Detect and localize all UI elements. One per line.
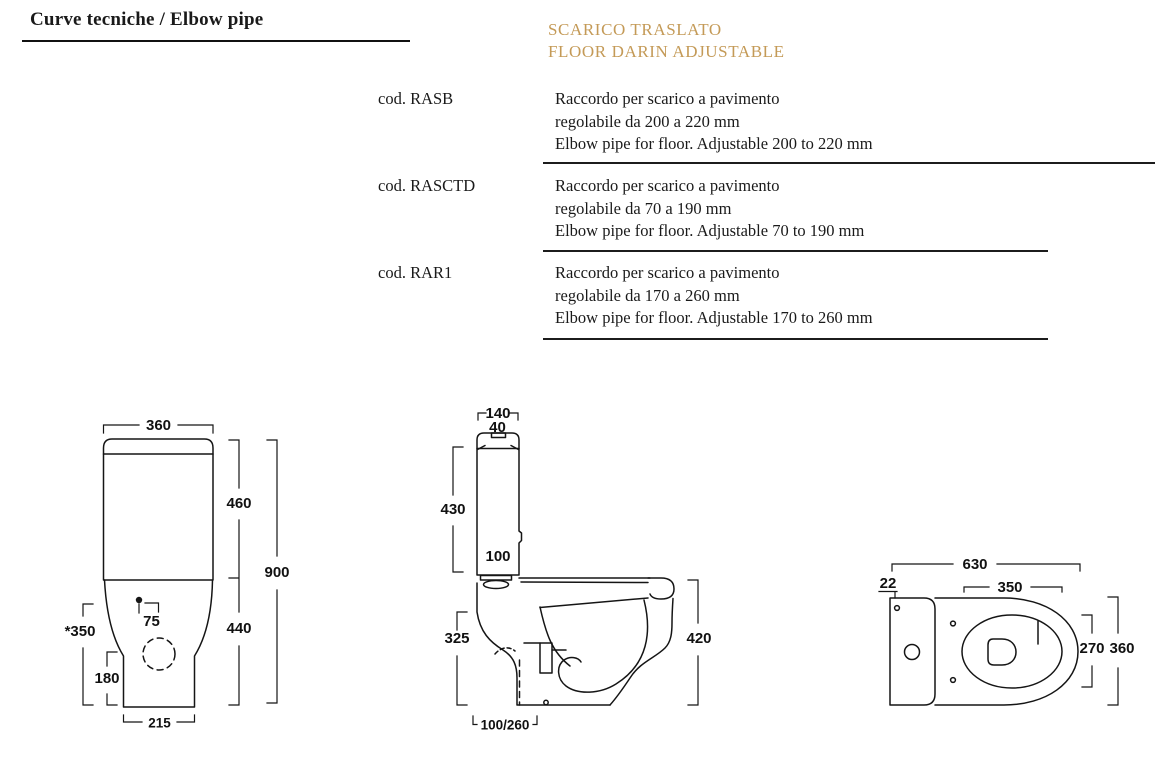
product-description: [555, 175, 864, 243]
dim-label-outlet-height: 180: [94, 670, 120, 687]
dim-label-tank-height: 460: [226, 495, 252, 512]
inlet-hole: [895, 606, 900, 611]
product-desc-line-it2: regolabile da 70 a 190 mm: [555, 198, 732, 218]
product-code: cod. RASCTD: [378, 176, 476, 195]
seat-bolt-hole-bottom: [951, 678, 956, 683]
bowl-inner-curve: [559, 600, 648, 692]
dim-label-total-length: 630: [962, 556, 988, 573]
dim-label-tank-height: 430: [440, 501, 466, 518]
elbow-top-line: [524, 643, 566, 650]
seat-bolt-hole-top: [951, 621, 956, 626]
title-underline: [22, 40, 410, 42]
toilet-front-view-drawing: [30, 390, 310, 745]
top-view-object: [890, 598, 1078, 705]
product-divider: [543, 338, 1048, 340]
drain-hole-mark: [544, 700, 548, 704]
drain-hidden-circle: [143, 638, 175, 670]
dim-label-outer-width: 360: [1109, 640, 1135, 657]
dim-label-bowl-height: 420: [686, 630, 712, 647]
rim-inner-slant: [540, 598, 648, 608]
rim-bump: [648, 578, 674, 599]
dim-label-rear-gap: 22: [879, 575, 897, 592]
dim-label-offset: 75: [143, 613, 160, 630]
top-view-dimensions: [879, 556, 1135, 705]
side-view-object: [477, 433, 674, 705]
dim-label-drain-range: 100/260: [480, 717, 530, 733]
product-divider: [543, 250, 1048, 252]
toilet-top-view-drawing: [865, 545, 1145, 720]
front-view-object: [104, 439, 214, 707]
dim-label-side-height: *350: [64, 623, 96, 640]
dim-label-depth-top: 140: [485, 405, 511, 422]
product-desc-line-en: Elbow pipe for floor. Adjustable 200 to 220 mm: [555, 134, 873, 153]
product-desc-line-en: Elbow pipe for floor. Adjustable 70 to 190 mm: [555, 221, 865, 240]
dim-label-width-top: 360: [145, 417, 172, 434]
product-description: [555, 88, 873, 156]
bowl-outer-outline: [935, 598, 1078, 705]
water-spot-outline: [988, 639, 1016, 665]
toilet-side-view-drawing: [440, 395, 720, 740]
dim-label-lower-height: 440: [226, 620, 252, 637]
outlet-elbow: [540, 643, 552, 673]
section-subtitle-en: FLOOR DARIN ADJUSTABLE: [548, 42, 785, 61]
dim-label-seat-length: 350: [997, 579, 1023, 596]
product-code: cod. RASB: [378, 89, 454, 108]
front-view-dimensions: [65, 417, 290, 731]
bowl-right-profile: [610, 599, 673, 706]
product-desc-line-it1: Raccordo per scarico a pavimento: [555, 176, 780, 195]
cistern-outline: [104, 439, 214, 580]
dim-label-valve: 100: [485, 548, 511, 565]
pedestal-outline: [105, 580, 213, 707]
trap-curve: [540, 607, 570, 666]
fixing-screw-dot: [136, 597, 142, 603]
side-view-dimensions: [440, 405, 711, 733]
product-desc-line-it1: Raccordo per scarico a pavimento: [555, 89, 780, 108]
page-title: Curve tecniche / Elbow pipe: [30, 9, 264, 30]
dim-label-inner-width: 270: [1079, 640, 1105, 657]
cistern-outline: [890, 598, 935, 705]
flush-valve-body: [484, 581, 509, 589]
dim-label-base-width: 215: [148, 715, 171, 731]
bowl-left-profile: [477, 583, 610, 705]
product-divider: [543, 162, 1155, 164]
dim-label-rear-height: 325: [444, 630, 470, 647]
product-code: cod. RAR1: [378, 263, 453, 282]
product-desc-line-it2: regolabile da 200 a 220 mm: [555, 111, 740, 131]
seat-top-line: [519, 578, 650, 583]
product-desc-line-it1: Raccordo per scarico a pavimento: [555, 263, 780, 282]
dim-label-total-height: 900: [264, 564, 290, 581]
bowl-rim-ellipse: [962, 615, 1062, 688]
flush-valve-flange: [481, 576, 512, 581]
product-description: [555, 262, 873, 330]
product-desc-line-en: Elbow pipe for floor. Adjustable 170 to 260 mm: [555, 308, 873, 327]
dim-label-lid-offset: 40: [489, 419, 506, 436]
section-subtitle-it: SCARICO TRASLATO: [548, 20, 722, 39]
product-desc-line-it2: regolabile da 170 a 260 mm: [555, 285, 740, 305]
flush-button-hole: [905, 645, 920, 660]
